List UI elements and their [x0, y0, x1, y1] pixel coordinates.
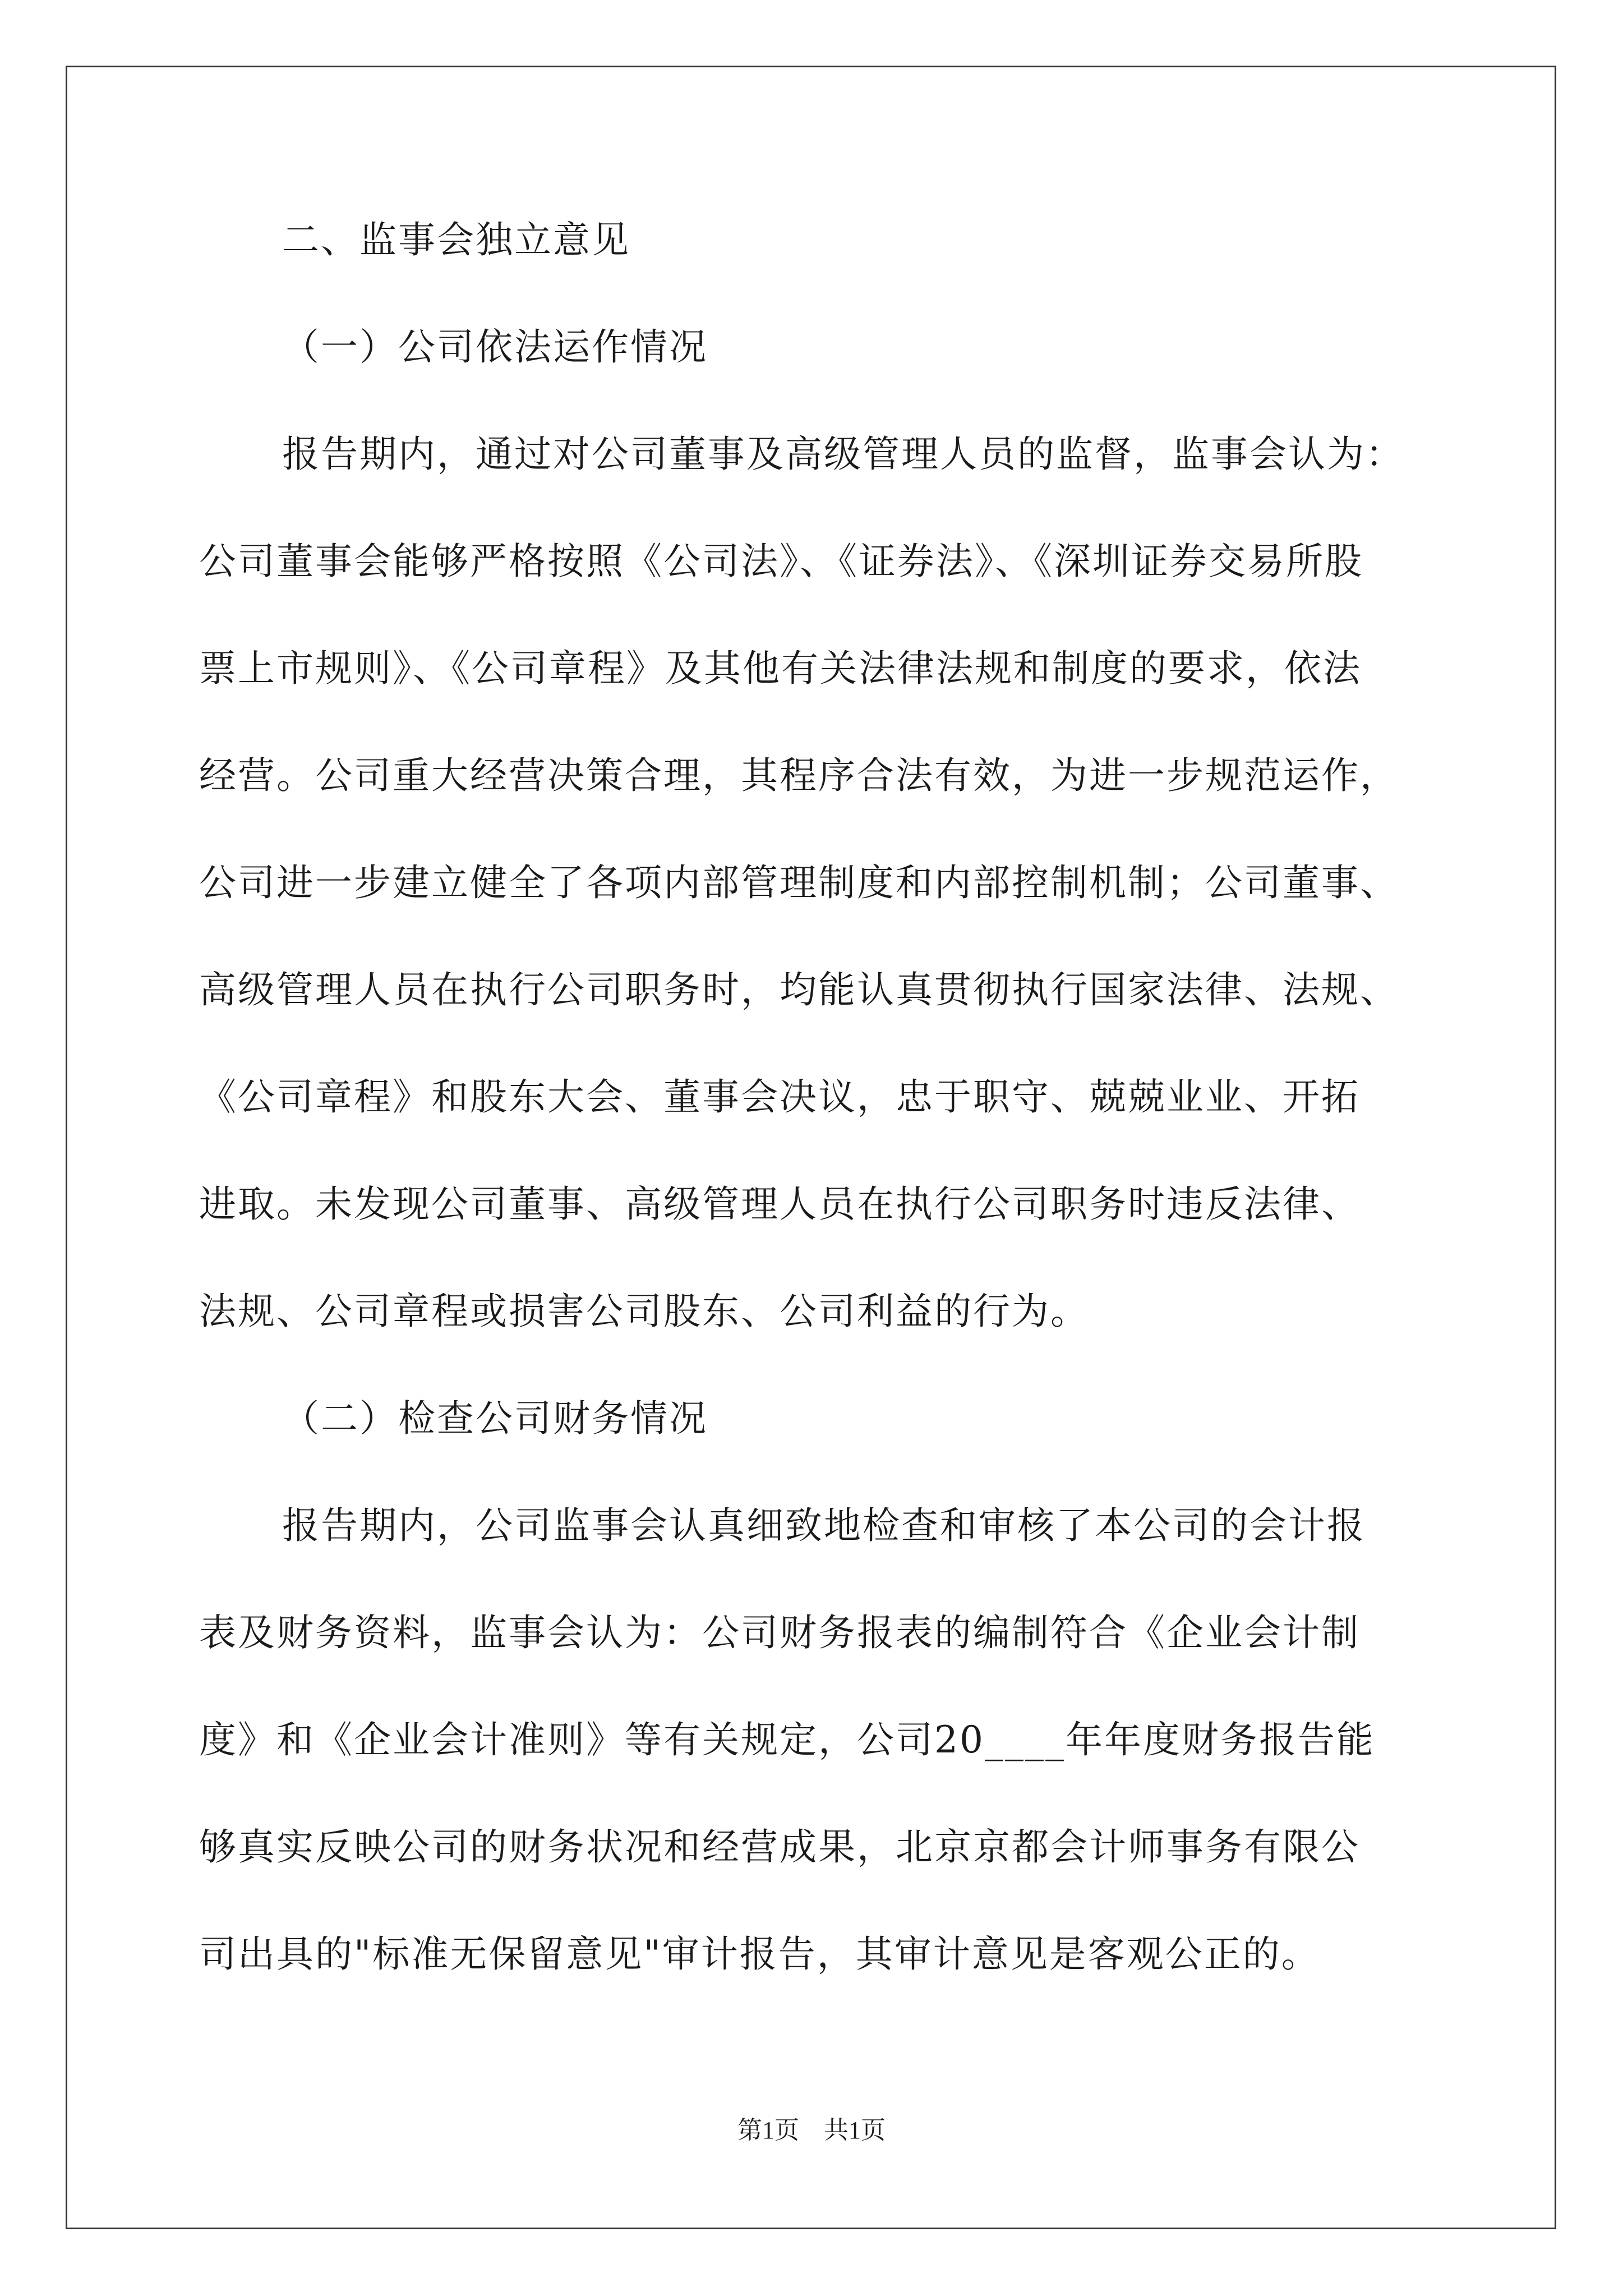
- page-footer: [0, 2114, 1623, 2147]
- page-number-current: 第1页: [737, 2116, 799, 2144]
- paragraph-line: 经营。公司重大经营决策合理，其程序合法有效，为进一步规范运作，: [199, 754, 1399, 797]
- paragraph-line: 够真实反映公司的财务状况和经营成果，北京京都会计师事务有限公: [199, 1825, 1360, 1869]
- paragraph-line: 法规、公司章程或损害公司股东、公司利益的行为。: [199, 1290, 1089, 1333]
- paragraph-line: 报告期内，公司监事会认真细致地检查和审核了本公司的会计报: [282, 1504, 1366, 1547]
- paragraph-line: 度》和《企业会计准则》等有关规定，公司20____年年度财务报告能: [199, 1718, 1375, 1761]
- paragraph-line: 报告期内，通过对公司董事及高级管理人员的监督，监事会认为：: [282, 432, 1404, 476]
- paragraph-line: 进取。未发现公司董事、高级管理人员在执行公司职务时违反法律、: [199, 1182, 1360, 1226]
- document-body: [199, 213, 1450, 2035]
- subsection-heading: （一）公司依法运作情况: [282, 325, 708, 369]
- subsection-heading: （二）检查公司财务情况: [282, 1397, 708, 1440]
- section-heading: 二、监事会独立意见: [282, 218, 630, 261]
- paragraph-line: 司出具的"标准无保留意见"审计报告，其审计意见是客观公正的。: [199, 1932, 1320, 1976]
- paragraph-line: 票上市规则》、《公司章程》及其他有关法律法规和制度的要求，依法: [199, 647, 1362, 690]
- paragraph-line: 高级管理人员在执行公司职务时，均能认真贯彻执行国家法律、法规、: [199, 968, 1399, 1011]
- paragraph-line: 表及财务资料，监事会认为：公司财务报表的编制符合《企业会计制: [199, 1611, 1360, 1654]
- page-number-total: 共1页: [824, 2116, 886, 2144]
- paragraph-line: 公司董事会能够严格按照《公司法》、《证券法》、《深圳证券交易所股: [199, 540, 1363, 583]
- paragraph-line: 《公司章程》和股东大会、董事会决议，忠于职守、兢兢业业、开拓: [199, 1075, 1360, 1119]
- paragraph-line: 公司进一步建立健全了各项内部管理制度和内部控制机制；公司董事、: [199, 861, 1399, 904]
